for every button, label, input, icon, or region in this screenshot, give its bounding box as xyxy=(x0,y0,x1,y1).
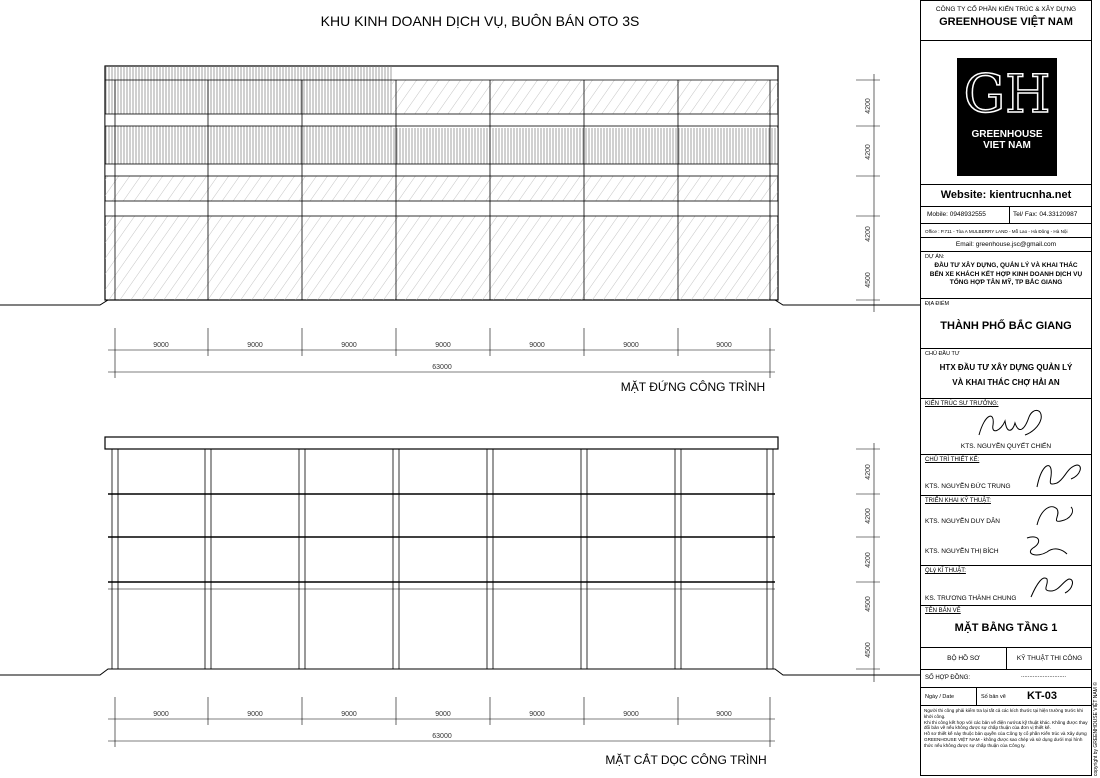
elev-bay-dim-7: 9000 xyxy=(716,342,732,349)
doc-type: KỸ THUẬT THI CÔNG xyxy=(1016,655,1083,662)
website: Website: kientrucnha.net xyxy=(940,189,1072,201)
sect-bay-dim-6: 9000 xyxy=(623,711,639,718)
section-title: MẶT CẮT DỌC CÔNG TRÌNH xyxy=(605,753,767,767)
section-drawing xyxy=(0,437,920,767)
signature-tech-2 xyxy=(1019,532,1071,562)
sect-bay-dim-1: 9000 xyxy=(153,711,169,718)
elev-bay-dim-5: 9000 xyxy=(529,342,545,349)
company-name: GREENHOUSE VIỆT NAM xyxy=(939,16,1073,28)
office-address: Office : P.711 - Tòa A MULBERRY LAND - Mỗ Lao - Hà Đông - Hà Nội xyxy=(925,229,1068,234)
sect-total-dim: 63000 xyxy=(432,733,452,740)
elev-bay-dim-2: 9000 xyxy=(247,342,263,349)
tech-name-2: KTS. NGUYỄN THỊ BÍCH xyxy=(925,548,999,555)
elev-level-dim-4: 4500 xyxy=(865,272,872,288)
sect-level-dim-2: 4200 xyxy=(865,508,872,524)
signature-chief-architect xyxy=(971,405,1051,441)
project-label: DỰ ÁN: xyxy=(925,254,945,260)
investor-line2: VÀ KHAI THÁC CHỢ HẢI AN xyxy=(952,378,1060,387)
signature-tech-1 xyxy=(1031,501,1081,531)
contract-value: ........................... xyxy=(1021,673,1067,679)
logo-text-2: VIET NAM xyxy=(983,140,1031,151)
company-line: CÔNG TY CỔ PHẦN KIẾN TRÚC & XÂY DỰNG xyxy=(935,6,1077,13)
elev-bay-dim-3: 9000 xyxy=(341,342,357,349)
sheet-name-row xyxy=(921,606,1091,648)
signature-design-lead xyxy=(1027,457,1087,495)
note-1: Người thi công phải kiểm tra lại tất cả các kích thước tại hiện trường trước khi khởi công. xyxy=(924,708,1083,719)
project-name: ĐẦU TƯ XÂY DỰNG, QUẢN LÝ VÀ KHAI THÁC BẾN XE KHÁCH KẾT HỢP KINH DOANH DỊCH VỤ TỔNG HỢP TÂN MỸ, TP BẮC GIANG xyxy=(929,262,1083,286)
design-lead-name: KTS. NGUYỄN ĐỨC TRUNG xyxy=(925,483,1011,490)
design-lead-label: CHỦ TRÌ THIẾT KẾ: xyxy=(925,457,980,463)
sect-level-dim-5: 4500 xyxy=(865,642,872,658)
sect-level-dim-1: 4200 xyxy=(865,464,872,480)
elev-total-dim: 63000 xyxy=(432,364,452,371)
location-row xyxy=(921,299,1091,349)
investor-row xyxy=(921,349,1091,399)
sect-bay-dim-3: 9000 xyxy=(341,711,357,718)
sect-bay-dim-2: 9000 xyxy=(247,711,263,718)
elevation-drawing xyxy=(0,66,920,394)
sheet-label: TÊN BẢN VẼ xyxy=(925,608,961,614)
location-label: ĐỊA ĐIỂM xyxy=(925,301,950,307)
tech-label: TRIỂN KHAI KỸ THUẬT: xyxy=(925,498,991,504)
note-3: Hồ sơ thiết kế này thuộc bản quyền của Công ty cổ phần Kiến trúc và Xây dựng GREENHOUSE VIỆT NAM - không được sao chép và sử dụng dưới mọi hình thức nếu không được sự chấp thuận của Công ty. xyxy=(924,731,1087,748)
chief-architect-name: KTS. NGUYỄN QUYẾT CHIẾN xyxy=(960,443,1052,450)
doc-set: BỘ HỒ SƠ xyxy=(947,655,980,662)
doc-set-row xyxy=(921,648,1091,670)
sheet-name: MẶT BẰNG TẦNG 1 xyxy=(954,622,1058,634)
elev-bay-dim-6: 9000 xyxy=(623,342,639,349)
date-label: Ngày / Date xyxy=(925,694,955,700)
signature-qa xyxy=(1025,569,1081,603)
mobile: Mobile: 0948932555 xyxy=(927,211,986,218)
sect-bay-dim-7: 9000 xyxy=(716,711,732,718)
company-logo xyxy=(957,58,1057,176)
chief-architect-label: KIẾN TRÚC SƯ TRƯỞNG: xyxy=(925,401,999,407)
sect-bay-dim-4: 9000 xyxy=(435,711,451,718)
elev-level-dim-1: 4200 xyxy=(865,98,872,114)
date-row xyxy=(921,688,1091,706)
contract-label: SỐ HỢP ĐỒNG: xyxy=(925,675,971,681)
contract-row xyxy=(921,670,1091,688)
tech-name-1: KTS. NGUYỄN DUY DÂN xyxy=(925,518,1001,525)
telfax: Tel/ Fax: 04.33120987 xyxy=(1013,211,1078,218)
email-row xyxy=(921,238,1091,252)
svg-text:GH: GH xyxy=(963,65,1051,125)
sheet-no-label: Số bản vẽ xyxy=(981,694,1006,700)
sheet-number: KT-03 xyxy=(1027,690,1057,702)
notes xyxy=(924,708,1088,749)
copyright-text: copyright by GREENHOUSE VIỆT NAM © xyxy=(1093,682,1099,776)
title-block xyxy=(920,0,1092,776)
main-title: KHU KINH DOANH DỊCH VỤ, BUÔN BÁN OTO 3S xyxy=(320,13,640,29)
contact-row xyxy=(921,207,1091,224)
investor-label: CHỦ ĐẦU TƯ xyxy=(925,351,960,357)
project-row xyxy=(921,252,1091,299)
investor-line1: HTX ĐẦU TƯ XÂY DỰNG QUẢN LÝ xyxy=(939,363,1073,372)
qa-label: QLý KĨ THUẬT: xyxy=(925,568,966,574)
chief-architect-row xyxy=(921,399,1091,455)
sect-level-dim-3: 4200 xyxy=(865,552,872,568)
elev-bay-dim-4: 9000 xyxy=(435,342,451,349)
elev-level-dim-2: 4200 xyxy=(865,144,872,160)
elevation-title: MẶT ĐỨNG CÔNG TRÌNH xyxy=(620,380,766,394)
logo-monogram-icon xyxy=(963,64,1051,125)
elev-bay-dim-1: 9000 xyxy=(153,342,169,349)
elev-level-dim-3: 4200 xyxy=(865,226,872,242)
email: Email: greenhouse.jsc@gmail.com xyxy=(955,241,1057,248)
design-lead-row xyxy=(921,455,1091,496)
qa-row xyxy=(921,566,1091,606)
office-row xyxy=(921,224,1091,238)
sect-bay-dim-5: 9000 xyxy=(529,711,545,718)
company-header xyxy=(921,1,1091,41)
location: THÀNH PHỐ BẮC GIANG xyxy=(940,320,1072,332)
note-2: Khi thi công kết hợp với các bản vẽ điện nước& kỹ thuật khác. Không được thay đổi bản vẽ nếu không được sự chấp thuận của đơn vị thiết kế. xyxy=(924,719,1088,731)
logo-text-1: GREENHOUSE xyxy=(971,129,1043,140)
website-row xyxy=(921,185,1091,207)
logo-area xyxy=(921,41,1091,185)
qa-name: KS. TRƯƠNG THÀNH CHUNG xyxy=(925,595,1017,602)
tech-row xyxy=(921,496,1091,566)
sect-level-dim-4: 4500 xyxy=(865,596,872,612)
